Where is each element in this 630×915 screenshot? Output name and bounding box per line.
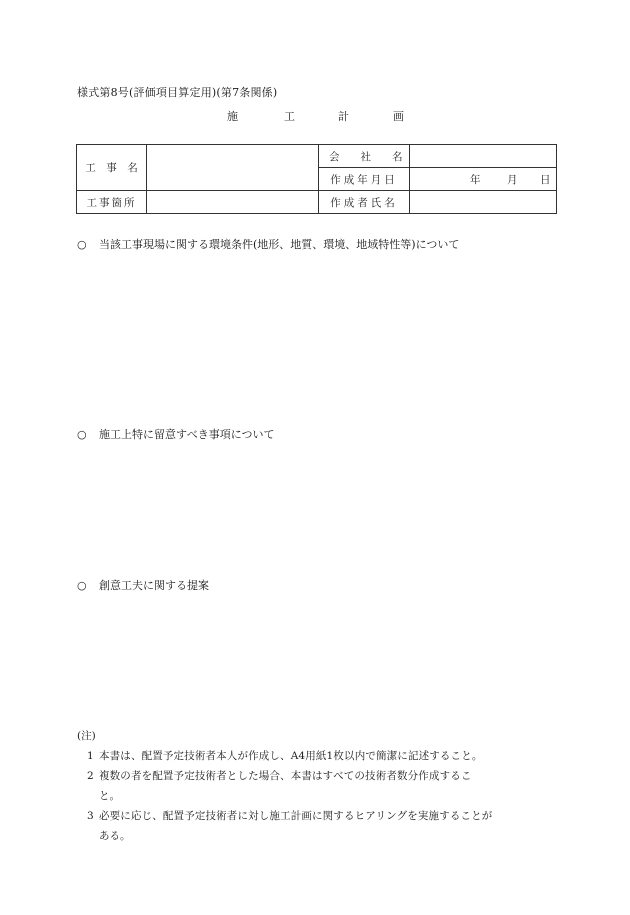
- section-heading: 施工上特に留意すべき事項について: [99, 428, 275, 441]
- section-heading: 当該工事現場に関する環境条件(地形、地質、環境、地域特性等)について: [99, 238, 460, 251]
- location-field[interactable]: [147, 191, 319, 214]
- section-precautions: [77, 426, 275, 442]
- note-item: [77, 746, 559, 766]
- author-name-field[interactable]: [410, 191, 557, 214]
- note-item: [77, 806, 559, 846]
- company-name-field[interactable]: [410, 145, 557, 168]
- section-heading: 創意工夫に関する提案: [99, 579, 209, 592]
- note-text: 必要に応じ、配置予定技術者に対し施工計画に関するヒアリングを実施することが: [99, 810, 493, 822]
- circle-bullet-icon: ○: [77, 428, 87, 441]
- section-environment: [77, 236, 459, 252]
- location-label: 工事箇所: [77, 191, 147, 214]
- day-label: 日: [540, 174, 551, 186]
- notes-heading: (注): [77, 730, 96, 742]
- note-number: 3: [87, 810, 94, 822]
- year-label: 年: [470, 174, 481, 186]
- section-proposal: [77, 577, 209, 593]
- form-number-label: 様式第8号(評価項目算定用)(第7条関係): [77, 86, 278, 99]
- note-number: 1: [87, 750, 94, 762]
- notes: [77, 726, 559, 846]
- circle-bullet-icon: ○: [77, 238, 87, 251]
- project-info-table: [76, 144, 557, 214]
- created-date-label: 作成年月日: [319, 168, 410, 191]
- title-char: 施: [227, 110, 238, 123]
- circle-bullet-icon: ○: [77, 579, 87, 592]
- note-number: 2: [87, 770, 94, 782]
- month-label: 月: [507, 174, 518, 186]
- project-name-field[interactable]: [147, 145, 319, 191]
- company-name-label: 会 社 名: [319, 145, 410, 168]
- title-char: 工: [284, 110, 295, 123]
- title-char: 画: [393, 110, 404, 123]
- created-date-field[interactable]: [410, 168, 557, 191]
- note-text-continued: ある。: [99, 830, 131, 842]
- author-name-label: 作成者氏名: [319, 191, 410, 214]
- note-text-continued: と。: [99, 790, 120, 802]
- title-char: 計: [338, 110, 349, 123]
- note-item: [77, 766, 559, 806]
- project-name-label: 工 事 名: [77, 145, 147, 191]
- note-text: 複数の者を配置予定技術者とした場合、本書はすべての技術者数分作成するこ: [99, 770, 472, 782]
- document-title: [0, 108, 630, 124]
- note-text: 本書は、配置予定技術者本人が作成し、A4用紙1枚以内で簡潔に記述すること。: [99, 750, 483, 762]
